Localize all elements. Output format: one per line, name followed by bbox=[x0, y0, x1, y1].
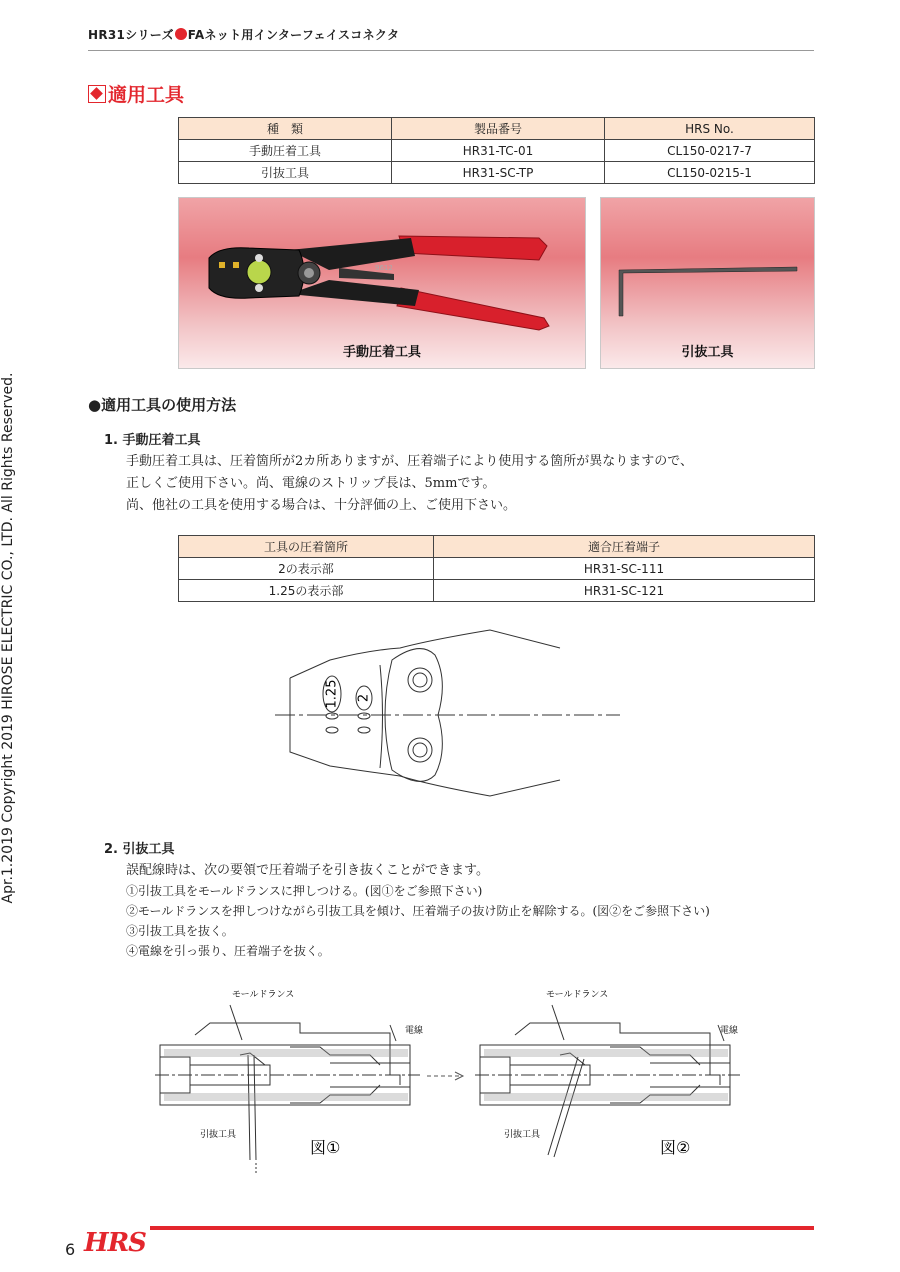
step2-body bbox=[126, 861, 710, 961]
col-header: HRS No. bbox=[605, 118, 815, 140]
table-cell: HR31-TC-01 bbox=[392, 140, 605, 162]
table-cell: CL150-0215-1 bbox=[605, 162, 815, 184]
step1-line: 尚、他社の工具を使用する場合は、十分評価の上、ご使用下さい。 bbox=[126, 498, 517, 513]
step2-line: ④電線を引っ張り、圧着端子を抜く。 bbox=[126, 944, 330, 958]
col-header: 製品番号 bbox=[392, 118, 605, 140]
figure-1-diagram bbox=[150, 985, 440, 1175]
table-cell: 手動圧着工具 bbox=[179, 140, 392, 162]
table-cell: 1.25の表示部 bbox=[179, 580, 434, 602]
crimp-tool-photo bbox=[178, 197, 586, 369]
table-header-row bbox=[179, 118, 815, 140]
step1-line: 正しくご使用下さい。尚、電線のストリップ長は、5mmです。 bbox=[126, 476, 496, 491]
page-number: 6 bbox=[65, 1240, 76, 1259]
table-cell: HR31-SC-111 bbox=[434, 558, 815, 580]
jaw-mark-125: 1.25 bbox=[324, 679, 340, 709]
col-header: 適合圧着端子 bbox=[434, 536, 815, 558]
hrs-logo: HRS bbox=[84, 1228, 146, 1258]
crimp-jaw-diagram bbox=[270, 620, 630, 805]
usage-title: ●適用工具の使用方法 bbox=[88, 396, 237, 414]
table-header-row bbox=[179, 536, 815, 558]
series-name: HR31シリーズ bbox=[88, 28, 174, 42]
tools-table bbox=[178, 117, 815, 184]
table-cell: 引抜工具 bbox=[179, 162, 392, 184]
extraction-tool-illustration bbox=[601, 198, 816, 348]
extraction-tool-label: 引抜工具 bbox=[681, 345, 734, 360]
jaw-mark-2: 2 bbox=[356, 693, 372, 703]
fig2-tool-label: 引抜工具 bbox=[504, 1130, 541, 1140]
fig1-caption: 図① bbox=[310, 1138, 341, 1157]
table-cell: 2の表示部 bbox=[179, 558, 434, 580]
fig2-wire-label: 電線 bbox=[720, 1026, 739, 1036]
col-header: 工具の圧着箇所 bbox=[179, 536, 434, 558]
header-rule bbox=[88, 50, 814, 51]
step2-line: 誤配線時は、次の要領で圧着端子を引き抜くことができます。 bbox=[126, 863, 489, 878]
table-row bbox=[179, 580, 815, 602]
table-cell: HR31-SC-121 bbox=[434, 580, 815, 602]
diamond-icon bbox=[88, 85, 106, 103]
step1-body bbox=[126, 451, 693, 517]
crimp-tool-illustration bbox=[179, 198, 587, 348]
fig2-lance-label: モールドランス bbox=[546, 990, 609, 1000]
crimp-location-table bbox=[178, 535, 815, 602]
section-title bbox=[88, 80, 184, 107]
crimp-tool-label: 手動圧着工具 bbox=[342, 345, 421, 360]
figure-2-diagram bbox=[470, 985, 770, 1175]
table-cell: CL150-0217-7 bbox=[605, 140, 815, 162]
step2-line: ③引抜工具を抜く。 bbox=[126, 924, 234, 938]
table-row bbox=[179, 558, 815, 580]
step2-title: 2. 引抜工具 bbox=[104, 842, 175, 857]
footer-rule bbox=[150, 1226, 814, 1230]
table-cell: HR31-SC-TP bbox=[392, 162, 605, 184]
fig1-lance-label: モールドランス bbox=[232, 990, 295, 1000]
arrow-icon bbox=[425, 1070, 465, 1082]
fig1-tool-label: 引抜工具 bbox=[200, 1130, 237, 1140]
col-header: 種 類 bbox=[179, 118, 392, 140]
crimp-tool-marking: 9612 bbox=[375, 264, 393, 272]
header-title: FAネット用インターフェイスコネクタ bbox=[187, 28, 400, 42]
red-dot-icon bbox=[175, 28, 187, 40]
running-header bbox=[88, 26, 399, 43]
step2-line: ②モールドランスを押しつけながら引抜工具を傾け、圧着端子の抜け防止を解除する。(図②をご参照下さい) bbox=[126, 904, 710, 918]
extraction-tool-photo bbox=[600, 197, 815, 369]
step1-title: 1. 手動圧着工具 bbox=[104, 433, 201, 448]
section-title-text: 適用工具 bbox=[108, 84, 185, 106]
table-row bbox=[179, 162, 815, 184]
step2-line: ①引抜工具をモールドランスに押しつける。(図①をご参照下さい) bbox=[126, 884, 483, 898]
fig2-caption: 図② bbox=[660, 1138, 691, 1157]
fig1-wire-label: 電線 bbox=[405, 1026, 424, 1036]
side-copyright: Apr.1.2019 Copyright 2019 HIROSE ELECTRIC CO., LTD. All Rights Reserved. bbox=[0, 372, 16, 904]
step1-line: 手動圧着工具は、圧着箇所が2カ所ありますが、圧着端子により使用する箇所が異なりますので、 bbox=[126, 454, 694, 469]
table-row bbox=[179, 140, 815, 162]
